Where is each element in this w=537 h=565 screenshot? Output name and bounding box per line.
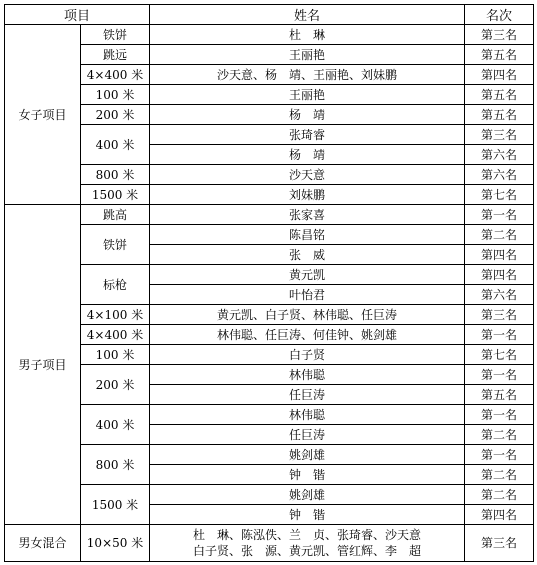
rank-cell: 第三名 — [465, 525, 534, 562]
rank-cell: 第六名 — [465, 145, 534, 165]
table-row — [5, 325, 534, 345]
table-row — [5, 405, 534, 425]
names-cell: 张 威 — [150, 245, 465, 265]
event-cell: 跳高 — [81, 205, 150, 225]
table-row — [5, 65, 534, 85]
rank-cell: 第三名 — [465, 125, 534, 145]
rank-cell: 第六名 — [465, 165, 534, 185]
names-cell: 陈昌铭 — [150, 225, 465, 245]
event-cell: 200 米 — [81, 105, 150, 125]
rank-cell: 第二名 — [465, 425, 534, 445]
header-rank: 名次 — [465, 5, 534, 25]
event-cell: 800 米 — [81, 165, 150, 185]
rank-cell: 第一名 — [465, 445, 534, 465]
table-row — [5, 185, 534, 205]
rank-cell: 第一名 — [465, 405, 534, 425]
names-cell: 林伟聪 — [150, 405, 465, 425]
rank-cell: 第三名 — [465, 25, 534, 45]
header-name: 姓名 — [150, 5, 465, 25]
rank-cell: 第七名 — [465, 185, 534, 205]
names-cell: 叶怡君 — [150, 285, 465, 305]
names-cell: 张琦睿 — [150, 125, 465, 145]
names-cell: 钟 锴 — [150, 465, 465, 485]
names-cell: 沙天意 — [150, 165, 465, 185]
event-cell: 标枪 — [81, 265, 150, 305]
rank-cell: 第七名 — [465, 345, 534, 365]
rank-cell: 第五名 — [465, 85, 534, 105]
table-row — [5, 125, 534, 145]
event-cell: 100 米 — [81, 345, 150, 365]
event-cell: 800 米 — [81, 445, 150, 485]
rank-cell: 第一名 — [465, 325, 534, 345]
rank-cell: 第一名 — [465, 205, 534, 225]
table-row — [5, 525, 534, 562]
event-cell: 4×100 米 — [81, 305, 150, 325]
names-cell: 王丽艳 — [150, 85, 465, 105]
table-row — [5, 265, 534, 285]
names-line-2: 白子贤、张 源、黄元凯、管红辉、李 超 — [193, 544, 422, 558]
table-row — [5, 25, 534, 45]
table-row — [5, 85, 534, 105]
names-cell: 张家喜 — [150, 205, 465, 225]
event-cell: 100 米 — [81, 85, 150, 105]
names-cell: 林伟聪、任巨涛、何佳钟、姚剑雄 — [150, 325, 465, 345]
rank-cell: 第四名 — [465, 265, 534, 285]
names-cell: 林伟聪 — [150, 365, 465, 385]
table-row — [5, 225, 534, 245]
rank-cell: 第四名 — [465, 65, 534, 85]
results-table — [4, 4, 534, 562]
event-cell: 200 米 — [81, 365, 150, 405]
names-cell: 杨 靖 — [150, 145, 465, 165]
group-label-women: 女子项目 — [5, 25, 81, 205]
table-row — [5, 445, 534, 465]
table-row — [5, 165, 534, 185]
rank-cell: 第四名 — [465, 245, 534, 265]
header-row — [5, 5, 534, 25]
table-row — [5, 485, 534, 505]
rank-cell: 第二名 — [465, 465, 534, 485]
event-cell: 1500 米 — [81, 485, 150, 525]
event-cell: 跳远 — [81, 45, 150, 65]
names-cell: 姚剑雄 — [150, 445, 465, 465]
rank-cell: 第六名 — [465, 285, 534, 305]
names-cell-multiline — [150, 525, 465, 562]
names-cell: 杨 靖 — [150, 105, 465, 125]
event-cell: 铁饼 — [81, 225, 150, 265]
names-cell: 黄元凯 — [150, 265, 465, 285]
names-line-1: 杜 琳、陈泓佚、兰 贞、张琦睿、沙天意 — [193, 528, 422, 542]
rank-cell: 第一名 — [465, 365, 534, 385]
table-row — [5, 205, 534, 225]
event-cell: 4×400 米 — [81, 325, 150, 345]
event-cell: 4×400 米 — [81, 65, 150, 85]
table-row — [5, 365, 534, 385]
names-cell: 白子贤 — [150, 345, 465, 365]
names-cell: 刘妹鹏 — [150, 185, 465, 205]
table-row — [5, 345, 534, 365]
rank-cell: 第五名 — [465, 385, 534, 405]
names-cell: 任巨涛 — [150, 425, 465, 445]
names-cell: 任巨涛 — [150, 385, 465, 405]
event-cell: 1500 米 — [81, 185, 150, 205]
event-cell: 10×50 米 — [81, 525, 150, 562]
event-cell: 铁饼 — [81, 25, 150, 45]
rank-cell: 第五名 — [465, 45, 534, 65]
table-row — [5, 45, 534, 65]
rank-cell: 第五名 — [465, 105, 534, 125]
rank-cell: 第四名 — [465, 505, 534, 525]
rank-cell: 第三名 — [465, 305, 534, 325]
names-cell: 姚剑雄 — [150, 485, 465, 505]
names-cell: 钟 锴 — [150, 505, 465, 525]
rank-cell: 第二名 — [465, 225, 534, 245]
names-cell: 沙天意、杨 靖、王丽艳、刘妹鹏 — [150, 65, 465, 85]
rank-cell: 第二名 — [465, 485, 534, 505]
group-label-mixed: 男女混合 — [5, 525, 81, 562]
names-cell: 黄元凯、白子贤、林伟聪、任巨涛 — [150, 305, 465, 325]
table-row — [5, 105, 534, 125]
event-cell: 400 米 — [81, 125, 150, 165]
header-project: 项目 — [5, 5, 150, 25]
names-cell: 杜 琳 — [150, 25, 465, 45]
table-row — [5, 305, 534, 325]
group-label-men: 男子项目 — [5, 205, 81, 525]
names-cell: 王丽艳 — [150, 45, 465, 65]
event-cell: 400 米 — [81, 405, 150, 445]
